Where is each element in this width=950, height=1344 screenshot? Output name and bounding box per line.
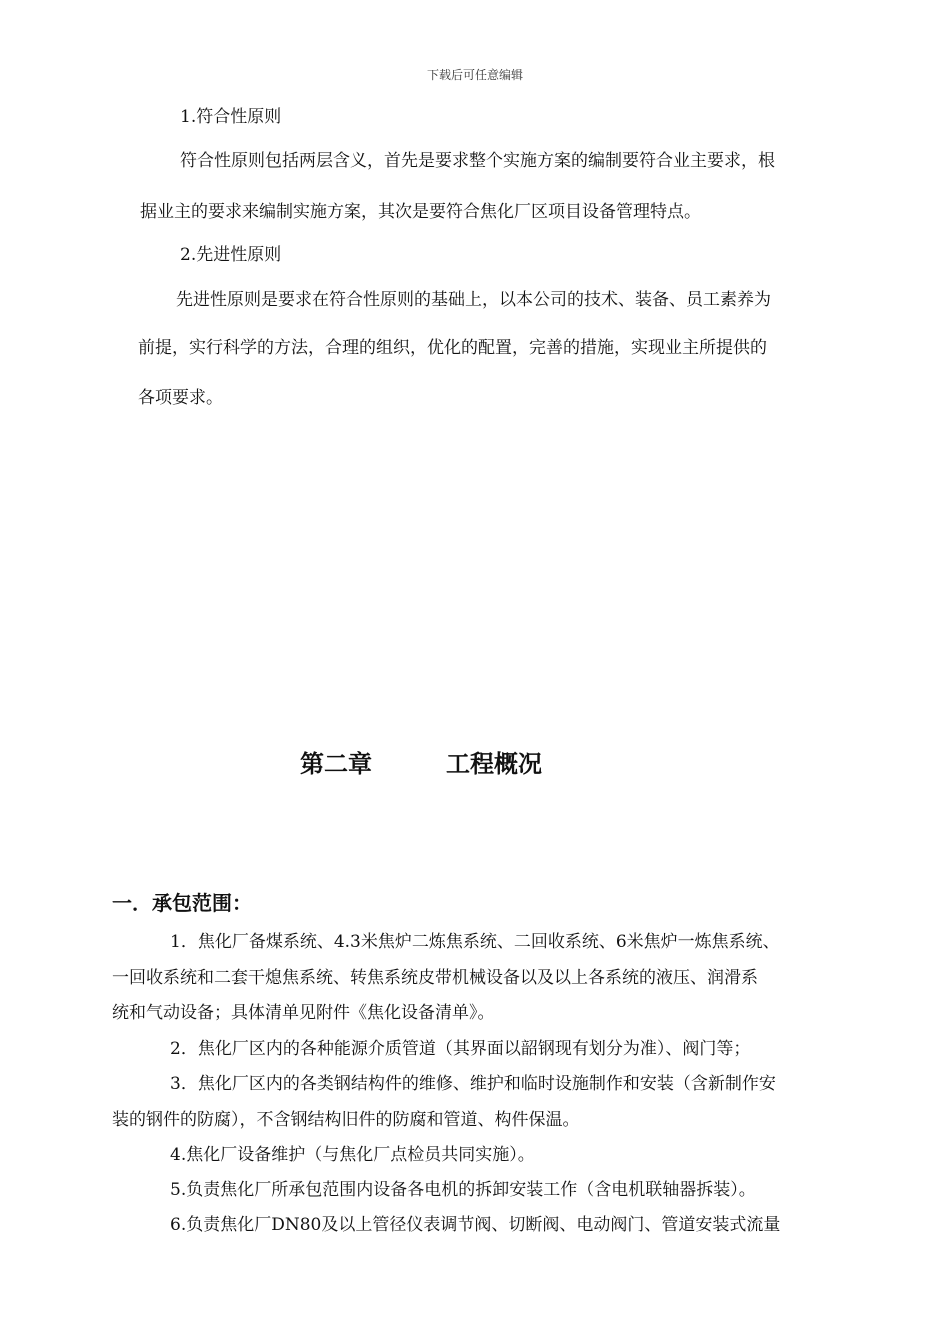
scope-line: 5.负责焦化厂所承包范围内设备各电机的拆卸安装工作（含电机联轴器拆装）。 bbox=[170, 1180, 756, 1200]
paragraph-line: 据业主的要求来编制实施方案，其次是要符合焦化厂区项目设备管理特点。 bbox=[140, 202, 701, 222]
scope-line: 3．焦化厂区内的各类钢结构件的维修、维护和临时设施制作和安装（含新制作安 bbox=[170, 1074, 776, 1094]
page-header: 下载后可任意编辑 bbox=[426, 68, 523, 82]
section-heading-scope: 一．承包范围： bbox=[112, 891, 252, 915]
scope-line: 一回收系统和二套干熄焦系统、转焦系统皮带机械设备以及以上各系统的液压、润滑系 bbox=[112, 968, 758, 988]
scope-line: 4.焦化厂设备维护（与焦化厂点检员共同实施）。 bbox=[170, 1145, 535, 1165]
chapter-title: 工程概况 bbox=[446, 749, 542, 778]
paragraph-line: 符合性原则包括两层含义，首先是要求整个实施方案的编制要符合业主要求，根 bbox=[180, 151, 775, 171]
paragraph-line: 前提，实行科学的方法，合理的组织，优化的配置，完善的措施，实现业主所提供的 bbox=[138, 338, 767, 358]
scope-line: 装的钢件的防腐），不含钢结构旧件的防腐和管道、构件保温。 bbox=[112, 1110, 580, 1130]
scope-line: 6.负责焦化厂DN80及以上管径仪表调节阀、切断阀、电动阀门、管道安装式流量 bbox=[170, 1215, 781, 1235]
paragraph-line: 各项要求。 bbox=[138, 388, 223, 408]
heading-conformity-principle: 1.符合性原则 bbox=[180, 107, 282, 127]
chapter-number: 第二章 bbox=[300, 749, 372, 778]
paragraph-line: 先进性原则是要求在符合性原则的基础上，以本公司的技术、装备、员工素养为 bbox=[176, 290, 771, 310]
heading-advanced-principle: 2.先进性原则 bbox=[180, 245, 282, 265]
scope-line: 1．焦化厂备煤系统、4.3米焦炉二炼焦系统、二回收系统、6米焦炉一炼焦系统、 bbox=[170, 932, 780, 952]
scope-line: 统和气动设备；具体清单见附件《焦化设备清单》。 bbox=[112, 1003, 495, 1023]
scope-line: 2．焦化厂区内的各种能源介质管道（其界面以韶钢现有划分为准）、阀门等； bbox=[170, 1039, 751, 1059]
